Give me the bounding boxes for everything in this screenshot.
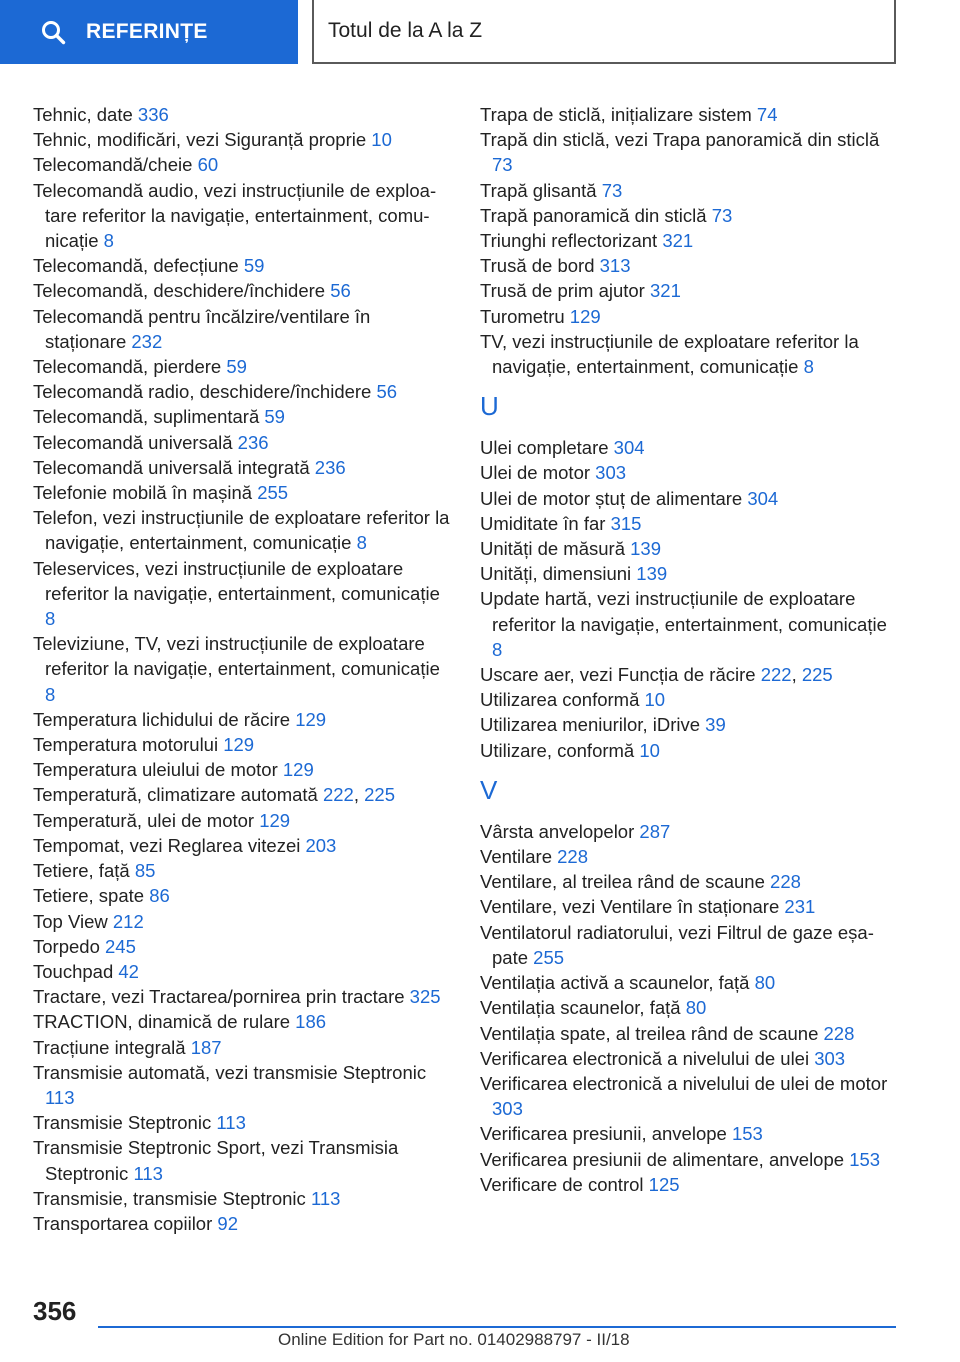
index-entry-text: Trapă din sticlă, vezi Trapa panoramică din sticlă <box>480 129 880 151</box>
index-entry-text: Utilizarea conformă <box>480 689 645 711</box>
page-link[interactable]: 73 <box>711 204 733 226</box>
page-link[interactable]: 212 <box>112 910 144 932</box>
index-entry-text: Tehnic, date <box>33 104 138 125</box>
index-entry <box>33 757 453 782</box>
index-entry-text: Temperatura lichidului de răcire <box>33 708 296 730</box>
page-link[interactable]: 10 <box>639 739 660 761</box>
index-entry <box>480 819 895 844</box>
page-link[interactable]: 153 <box>731 1123 763 1145</box>
index-entry <box>480 253 895 278</box>
index-entry <box>33 1211 453 1236</box>
edition-footer: Online Edition for Part no. 01402988797 - II/18 <box>278 1330 630 1349</box>
page-link[interactable]: 325 <box>409 986 441 1008</box>
index-entry <box>480 486 895 511</box>
index-entry-text: Verificare de control <box>480 1173 649 1195</box>
index-entry-text: Trapă glisantă <box>480 179 602 201</box>
page-link[interactable]: 59 <box>243 255 265 277</box>
index-entry-text: Transportarea copiilor <box>33 1212 218 1234</box>
page-link[interactable]: 129 <box>569 305 601 327</box>
index-entry <box>33 1035 453 1060</box>
index-entry <box>480 561 895 586</box>
index-entry-text: Verificarea electronică a nivelului de ulei <box>480 1047 815 1069</box>
index-entry <box>480 536 895 561</box>
page-link[interactable]: 59 <box>226 356 247 378</box>
index-entry <box>480 970 895 995</box>
index-entry <box>33 455 453 480</box>
index-entry-text: Ventilația spate, al treilea rând de scaune <box>480 1022 824 1044</box>
index-entry-text: Temperatură, climatizare automată <box>33 784 323 806</box>
index-entry: Temperatură, climatizare automată 222, 225 <box>33 784 395 806</box>
index-entry <box>33 253 453 278</box>
page-link[interactable]: 321 <box>662 230 694 252</box>
page-link[interactable]: 303 <box>814 1047 846 1069</box>
section-title: Totul de la A la Z <box>328 19 483 42</box>
index-entry-text: Telecomandă, pierdere <box>33 356 227 378</box>
page-link[interactable]: 228 <box>557 846 589 868</box>
index-entry-text: Ulei de motor ștuț de alimentare <box>480 487 748 509</box>
index-entry-text: Transmisie Steptronic Sport, vezi Transmisia Steptronic <box>33 1137 399 1184</box>
index-entry <box>480 995 895 1020</box>
index-entry-text: Tractare, vezi Tractarea/pornirea prin tractare <box>33 986 410 1008</box>
index-entry-text: Vârsta anvelopelor <box>480 820 640 842</box>
page-link[interactable]: 303 <box>595 462 627 484</box>
index-entry <box>33 959 453 984</box>
index-entry-text: Telefon, vezi instrucțiunile de exploatare referitor la navigație, entertainment, comunicație <box>33 507 450 554</box>
index-entry-text: Umiditate în far <box>480 512 611 534</box>
index-entry <box>33 1060 453 1110</box>
index-entry <box>33 707 453 732</box>
page-link[interactable]: 129 <box>259 809 291 831</box>
page-link[interactable]: 8 <box>45 683 56 705</box>
index-entry <box>480 586 895 662</box>
page-link[interactable]: 255 <box>533 946 565 968</box>
index-entry-text: Ventilația scaunelor, față <box>480 997 686 1019</box>
index-entry <box>33 858 453 883</box>
page-link[interactable]: 304 <box>613 437 645 459</box>
page-link[interactable]: 73 <box>492 154 513 176</box>
index-entry-text: Transmisie Steptronic <box>33 1112 217 1134</box>
index-entry-text: Tempomat, vezi Reglarea vitezei <box>33 834 306 856</box>
index-entry-text: Transmisie, transmisie Steptronic <box>33 1187 311 1209</box>
index-entry <box>33 379 453 404</box>
index-entry-text: Trapă panoramică din sticlă <box>480 204 712 226</box>
index-entry <box>33 909 453 934</box>
index-entry <box>33 278 453 303</box>
page-link[interactable]: 203 <box>305 834 337 856</box>
index-entry <box>33 1135 453 1185</box>
index-entry <box>480 460 895 485</box>
index-entry-text: Ventilația activă a scaunelor, față <box>480 972 755 994</box>
index-entry <box>480 1172 895 1197</box>
index-entry <box>480 844 895 869</box>
index-entry-text: Top View <box>33 910 113 932</box>
page-link[interactable]: 255 <box>257 482 289 504</box>
referinte-tab[interactable] <box>0 0 298 64</box>
index-entry-text: Unități de măsură <box>480 538 631 560</box>
page-link[interactable]: 59 <box>264 406 285 428</box>
page-link[interactable]: 245 <box>105 935 136 957</box>
index-entry-text: Temperatură, ulei de motor <box>33 809 260 831</box>
page-link[interactable]: 236 <box>237 431 269 453</box>
page-link[interactable]: 86 <box>149 885 170 907</box>
index-entry <box>480 712 895 737</box>
index-entry-text: Telecomandă pentru încălzire/ventilare în staționare <box>33 305 371 352</box>
page-link[interactable]: 80 <box>754 972 776 994</box>
index-entry <box>480 127 895 177</box>
index-letter-heading: U <box>480 391 499 422</box>
index-column-left <box>33 102 453 1236</box>
index-entry-text: Ulei de motor <box>480 462 596 484</box>
index-entry <box>480 435 895 460</box>
index-entry-text: Telecomandă universală <box>33 431 238 453</box>
page-link[interactable]: 129 <box>295 708 327 730</box>
index-entry <box>33 556 453 632</box>
page-link[interactable]: 228 <box>770 871 801 893</box>
page-link[interactable]: 8 <box>492 638 503 660</box>
page-link[interactable]: 139 <box>636 563 668 585</box>
index-entry-text: Tracțiune integrală <box>33 1036 191 1058</box>
index-entry <box>480 1147 895 1172</box>
index-entry-text: Temperatura motorului <box>33 734 224 756</box>
index-entry-text: Ventilatorul radiatorului, vezi Filtrul de gaze eșapate <box>480 921 874 968</box>
index-entry <box>480 511 895 536</box>
index-entry <box>33 1009 453 1034</box>
page-link[interactable]: 231 <box>784 896 816 918</box>
page-link[interactable]: 232 <box>131 330 163 352</box>
index-entry <box>33 1110 453 1135</box>
index-entry-text: TV, vezi instrucțiunile de exploatare referitor la navigație, entertainment, comunicație <box>480 330 859 378</box>
index-entry-text: Tetiere, spate <box>33 885 150 907</box>
page-link[interactable]: 8 <box>356 532 367 554</box>
index-entry <box>480 920 895 970</box>
index-entry <box>33 984 453 1009</box>
index-column-right <box>480 102 895 1197</box>
page-link[interactable]: 113 <box>310 1187 341 1209</box>
page-link[interactable]: 304 <box>747 487 779 509</box>
page-link[interactable]: 303 <box>492 1098 523 1120</box>
index-entry <box>480 203 895 228</box>
search-icon <box>40 19 66 45</box>
index-entry-text: Ventilare, vezi Ventilare în staționare <box>480 896 785 918</box>
page-link[interactable]: 225 <box>801 664 833 686</box>
index-entry <box>33 732 453 757</box>
index-entry-text: Turometru <box>480 305 570 327</box>
page-link[interactable]: 113 <box>133 1162 163 1184</box>
index-entry <box>480 1121 895 1146</box>
referinte-tab-label: REFERINȚE <box>86 20 208 43</box>
index-entry-text: Televiziune, TV, vezi instrucțiunile de exploatare referitor la navigație, entertainment, comunicație <box>33 633 440 680</box>
page-link[interactable]: 56 <box>376 381 398 403</box>
index-entry <box>480 102 895 127</box>
index-entry <box>33 178 453 254</box>
index-entry-text: Telecomandă, deschidere/închidere <box>33 280 331 302</box>
footer-divider <box>98 1326 896 1328</box>
index-entry-text: Verificarea electronică a nivelului de ulei de motor <box>480 1072 888 1094</box>
page-link[interactable]: 8 <box>803 356 814 378</box>
index-entry-text: Transmisie automată, vezi transmisie Steptronic <box>33 1061 427 1083</box>
page-number: 356 <box>33 1296 77 1326</box>
page-link[interactable]: 10 <box>371 129 392 151</box>
index-entry-text: Trusă de prim ajutor <box>480 280 650 302</box>
index-entry-text: Ventilare <box>480 846 558 868</box>
page-link[interactable]: 8 <box>103 230 114 252</box>
page-link[interactable]: 225 <box>364 784 395 806</box>
index-entry-text: Triunghi reflectorizant <box>480 230 663 252</box>
index-entry <box>480 1046 895 1071</box>
index-entry <box>480 278 895 303</box>
page-link[interactable]: 186 <box>295 1011 327 1033</box>
index-entry-text: Tehnic, modificări, vezi Siguranță proprie <box>33 129 372 151</box>
index-entry <box>33 127 453 152</box>
index-entry-text: Ventilare, al treilea rând de scaune <box>480 871 771 893</box>
index-entry-text: Telecomandă/cheie <box>33 154 198 176</box>
index-entry-text: Ulei completare <box>480 437 614 459</box>
index-entry <box>480 178 895 203</box>
index-entry-text: Telecomandă, defecțiune <box>33 255 244 277</box>
page-link[interactable]: 228 <box>823 1022 855 1044</box>
index-entry <box>33 152 453 177</box>
page-link[interactable]: 80 <box>685 997 707 1019</box>
page-link[interactable]: 321 <box>650 280 681 302</box>
page-link[interactable]: 187 <box>190 1036 222 1058</box>
page-link[interactable]: 56 <box>330 280 351 302</box>
page-link[interactable]: 74 <box>756 104 778 125</box>
page-link[interactable]: 236 <box>314 456 346 478</box>
index-entry-text: Trapa de sticlă, inițializare sistem <box>480 104 757 125</box>
page-link[interactable]: 129 <box>223 734 255 756</box>
index-entry <box>33 1186 453 1211</box>
index-entry-text: Torpedo <box>33 935 105 957</box>
page-link[interactable]: 129 <box>282 759 314 781</box>
page-link[interactable]: 315 <box>610 512 642 534</box>
index-entry-text: Utilizare, conformă <box>480 739 640 761</box>
page-link[interactable]: 287 <box>639 820 671 842</box>
index-entry: Uscare aer, vezi Funcția de răcire 222, 225 <box>480 664 833 686</box>
index-entry <box>480 894 895 919</box>
page-link[interactable]: 60 <box>197 154 219 176</box>
index-entry <box>33 102 453 127</box>
page-link[interactable]: 313 <box>599 255 631 277</box>
index-entry-text: Uscare aer, vezi Funcția de răcire <box>480 664 761 686</box>
page-link[interactable]: 113 <box>45 1086 75 1108</box>
index-entry <box>480 1071 895 1121</box>
index-entry <box>33 631 453 707</box>
index-entry <box>480 329 895 379</box>
index-entry <box>33 505 453 555</box>
index-entry-text: Trusă de bord <box>480 255 600 277</box>
index-entry-text: Tetiere, față <box>33 860 135 882</box>
index-entry <box>33 934 453 959</box>
page-link[interactable]: 125 <box>648 1173 680 1195</box>
index-entry-text: Touchpad <box>33 960 119 982</box>
index-entry <box>480 1021 895 1046</box>
page-link[interactable]: 8 <box>45 608 56 630</box>
index-entry-text: Telecomandă audio, vezi instrucțiunile de exploatare referitor la navigație, entertainment, comunicație <box>33 179 437 252</box>
index-entry <box>33 833 453 858</box>
index-entry <box>33 430 453 455</box>
page-link[interactable]: 139 <box>630 538 661 560</box>
index-entry-text: Update hartă, vezi instrucțiunile de exploatare referitor la navigație, entertainment, comunicație <box>480 588 887 635</box>
section-title-tab[interactable] <box>312 0 896 64</box>
index-entry-text: Utilizarea meniurilor, iDrive <box>480 714 706 736</box>
index-entry-text: Temperatura uleiului de motor <box>33 759 283 781</box>
page-link[interactable]: 42 <box>118 960 139 982</box>
page-link[interactable]: 73 <box>601 179 623 201</box>
index-entry <box>480 228 895 253</box>
index-entry <box>480 738 895 763</box>
index-letter-heading: V <box>480 774 498 805</box>
index-entry <box>33 404 453 429</box>
index-entry <box>33 808 453 833</box>
page-link[interactable]: 92 <box>217 1212 238 1234</box>
page-link[interactable]: 39 <box>705 714 726 736</box>
index-entry <box>33 480 453 505</box>
page-link[interactable]: 85 <box>134 860 156 882</box>
page-link[interactable]: 113 <box>216 1112 246 1134</box>
index-entry-text: Verificarea presiunii de alimentare, anvelope <box>480 1148 850 1170</box>
page-link[interactable]: 222 <box>322 784 354 806</box>
index-entry-text: Telecomandă, suplimentară <box>33 406 265 428</box>
index-entry <box>480 869 895 894</box>
index-entry-text: Telecomandă universală integrată <box>33 456 315 478</box>
index-entry <box>480 687 895 712</box>
index-entry <box>33 304 453 354</box>
page-link[interactable]: 153 <box>849 1148 881 1170</box>
index-entry-text: Unități, dimensiuni <box>480 563 637 585</box>
index-entry-text: TRACTION, dinamică de rulare <box>33 1011 296 1033</box>
index-entry-text: Telefonie mobilă în mașină <box>33 482 258 504</box>
page-link[interactable]: 222 <box>760 664 792 686</box>
index-entry-text: Telecomandă radio, deschidere/închidere <box>33 381 377 403</box>
index-entry <box>33 354 453 379</box>
index-entry <box>33 883 453 908</box>
index-entry <box>480 304 895 329</box>
index-entry-text: Teleservices, vezi instrucțiunile de exploatare referitor la navigație, entertainment, comunicație <box>33 557 440 604</box>
index-entry-text: Verificarea presiunii, anvelope <box>480 1123 732 1145</box>
page-link[interactable]: 336 <box>137 104 169 125</box>
page-link[interactable]: 10 <box>644 689 666 711</box>
